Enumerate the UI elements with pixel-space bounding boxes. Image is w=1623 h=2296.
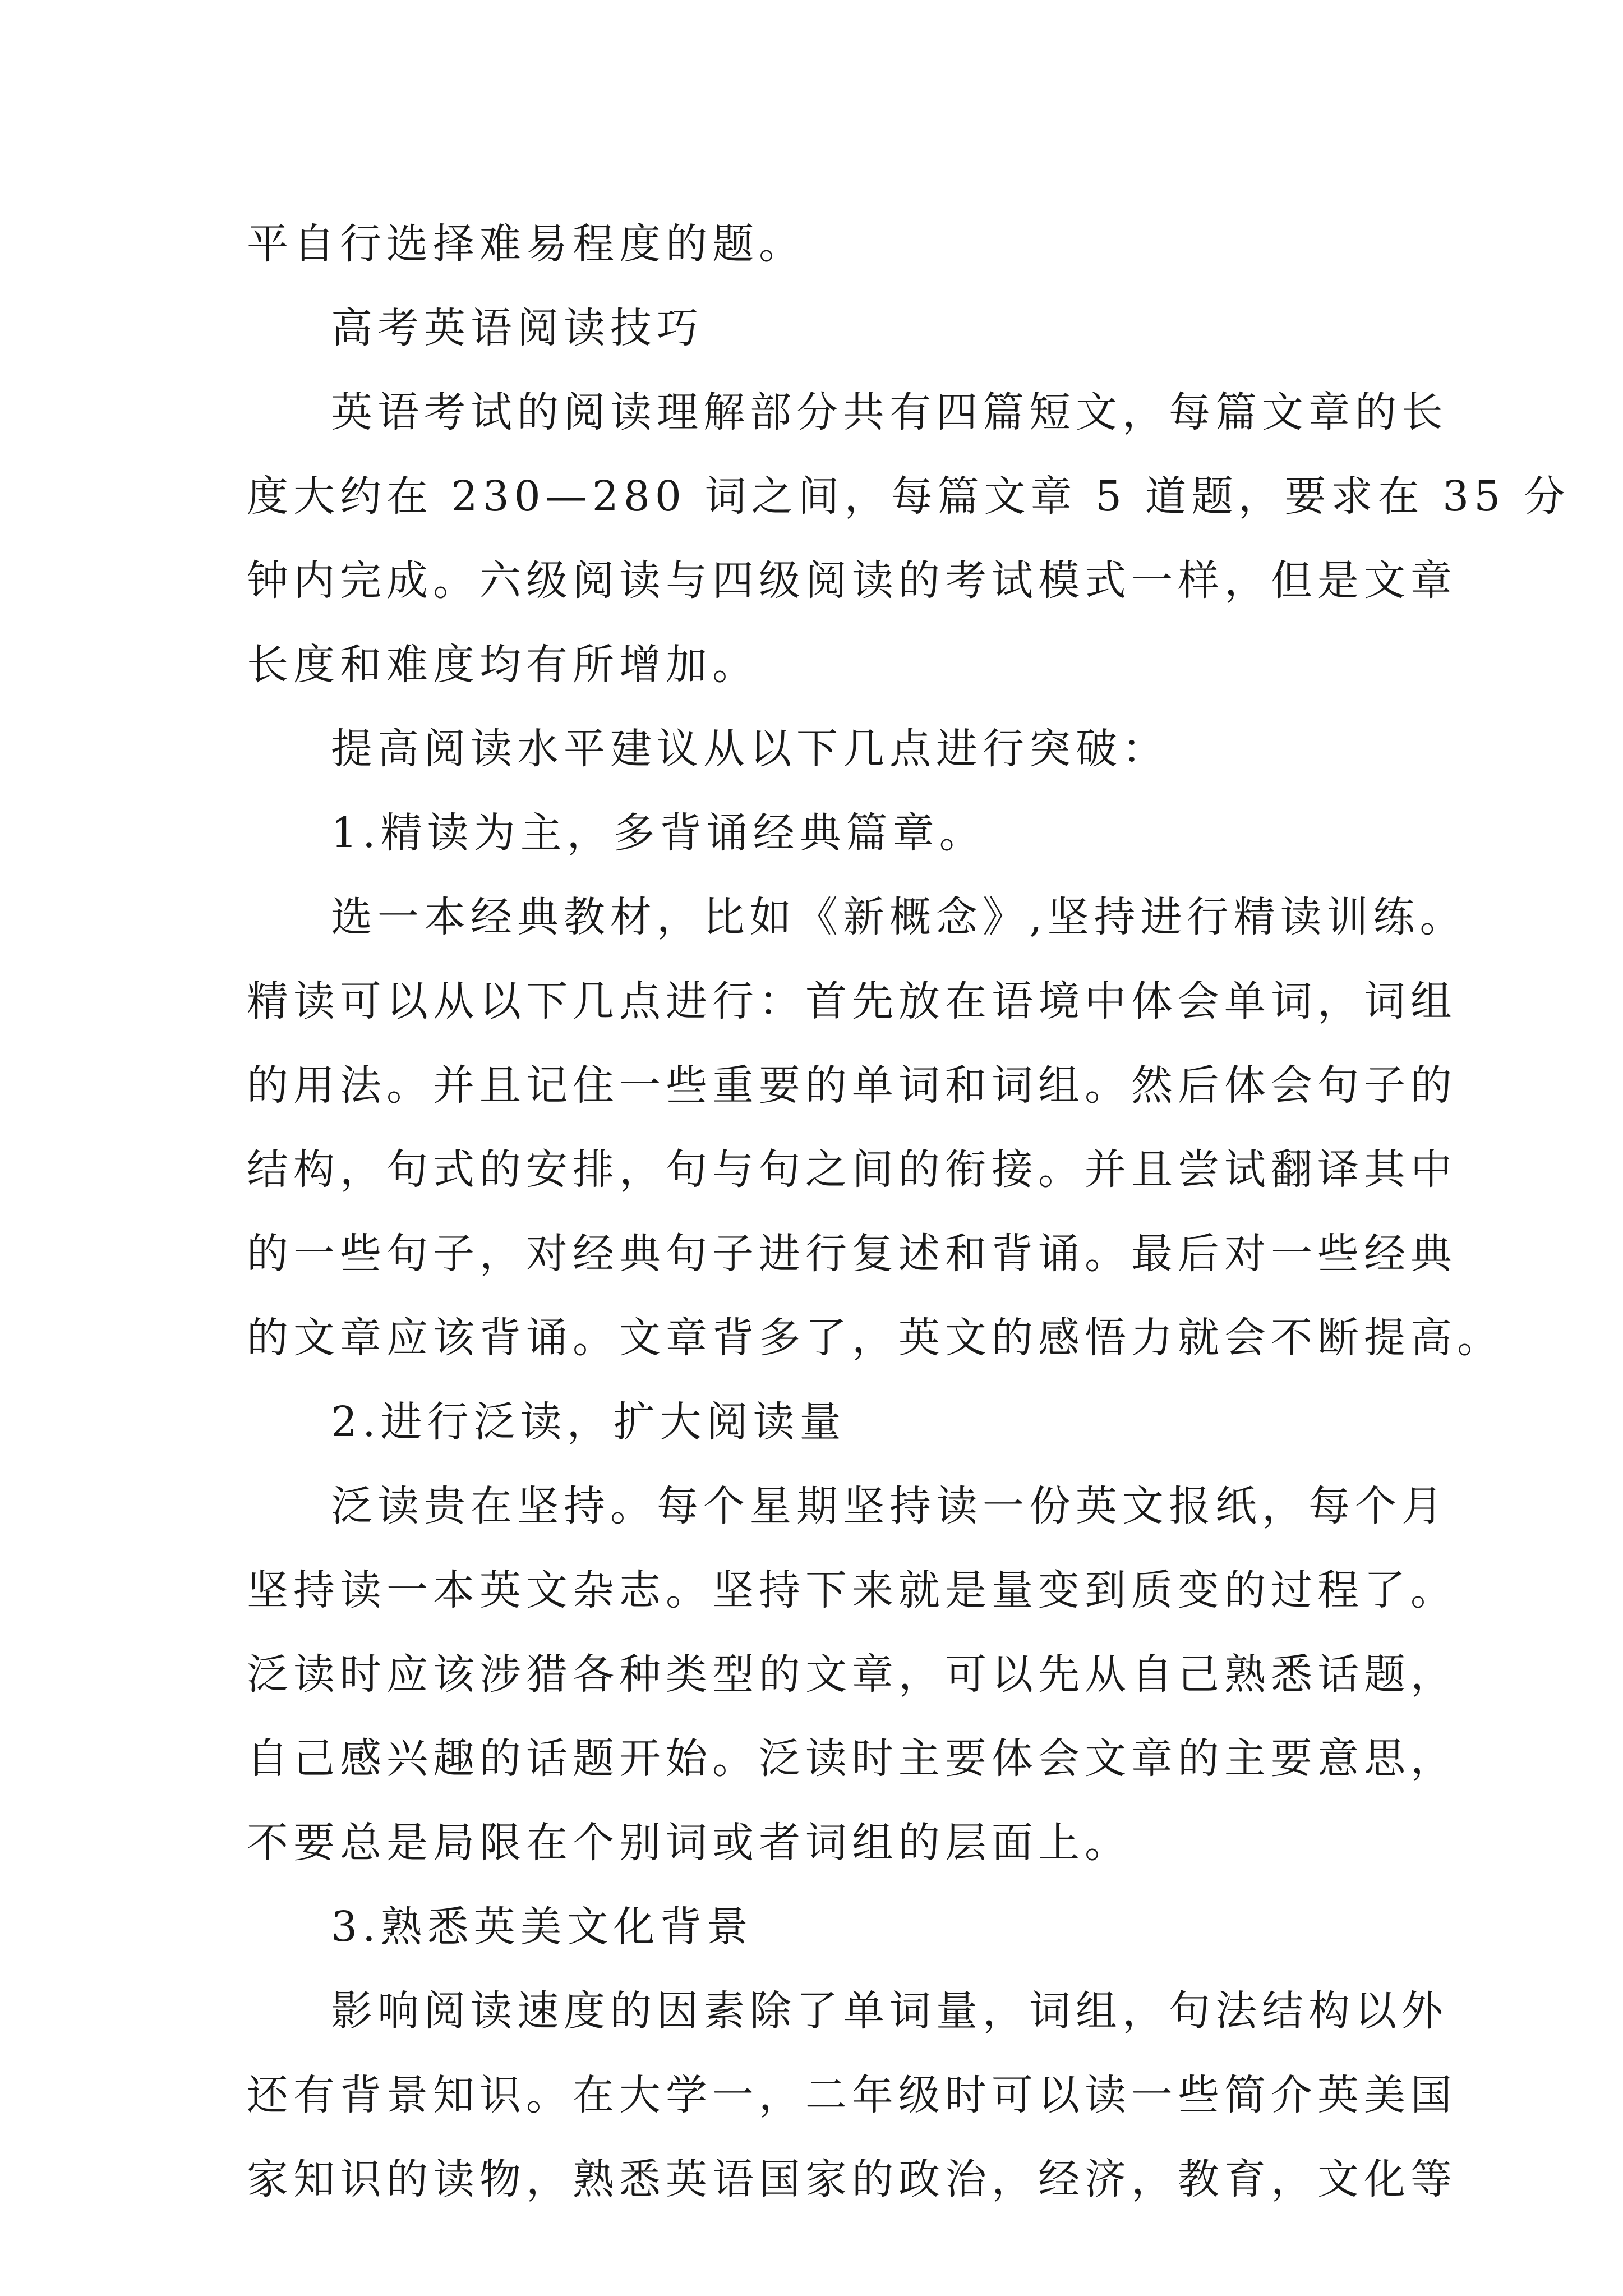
text-line: 钟内完成。六级阅读与四级阅读的考试模式一样，但是文章 (247, 556, 1457, 605)
text-line: 英语考试的阅读理解部分共有四篇短文，每篇文章的长 (331, 388, 1448, 436)
text-line: 选一本经典教材，比如《新概念》,坚持进行精读训练。 (331, 893, 1467, 941)
list-heading-3: 3.熟悉英美文化背景 (331, 1903, 753, 1951)
text-line: 家知识的读物，熟悉英语国家的政治，经济，教育，文化等 (247, 2155, 1457, 2203)
list-heading-2: 2.进行泛读，扩大阅读量 (331, 1398, 846, 1446)
text-line: 精读可以从以下几点进行：首先放在语境中体会单词，词组 (247, 977, 1457, 1025)
text-line: 泛读时应该涉猎各种类型的文章，可以先从自己熟悉话题， (247, 1650, 1457, 1699)
text-line: 提高阅读水平建议从以下几点进行突破： (331, 725, 1169, 773)
text-line: 自己感兴趣的话题开始。泛读时主要体会文章的主要意思， (247, 1734, 1457, 1783)
text-line: 不要总是局限在个别词或者词组的层面上。 (247, 1819, 1131, 1867)
text-line: 影响阅读速度的因素除了单词量，词组，句法结构以外 (331, 1987, 1448, 2035)
text-line: 的文章应该背诵。文章背多了，英文的感悟力就会不断提高。 (247, 1314, 1504, 1362)
text-line: 平自行选择难易程度的题。 (247, 220, 805, 268)
text-line: 度大约在 230—280 词之间，每篇文章 5 道题，要求在 35 分 (247, 472, 1570, 521)
list-heading-1: 1.精读为主，多背诵经典篇章。 (331, 809, 986, 857)
text-line: 泛读贵在坚持。每个星期坚持读一份英文报纸，每个月 (331, 1482, 1448, 1530)
text-line: 的用法。并且记住一些重要的单词和词组。然后体会句子的 (247, 1061, 1457, 1110)
text-line: 坚持读一本英文杂志。坚持下来就是量变到质变的过程了。 (247, 1566, 1457, 1614)
text-line: 还有背景知识。在大学一，二年级时可以读一些简介英美国 (247, 2071, 1457, 2119)
text-line: 长度和难度均有所增加。 (247, 641, 759, 689)
section-heading: 高考英语阅读技巧 (331, 304, 703, 352)
text-line: 的一些句子，对经典句子进行复述和背诵。最后对一些经典 (247, 1230, 1457, 1278)
text-line: 结构，句式的安排，句与句之间的衔接。并且尝试翻译其中 (247, 1145, 1457, 1194)
